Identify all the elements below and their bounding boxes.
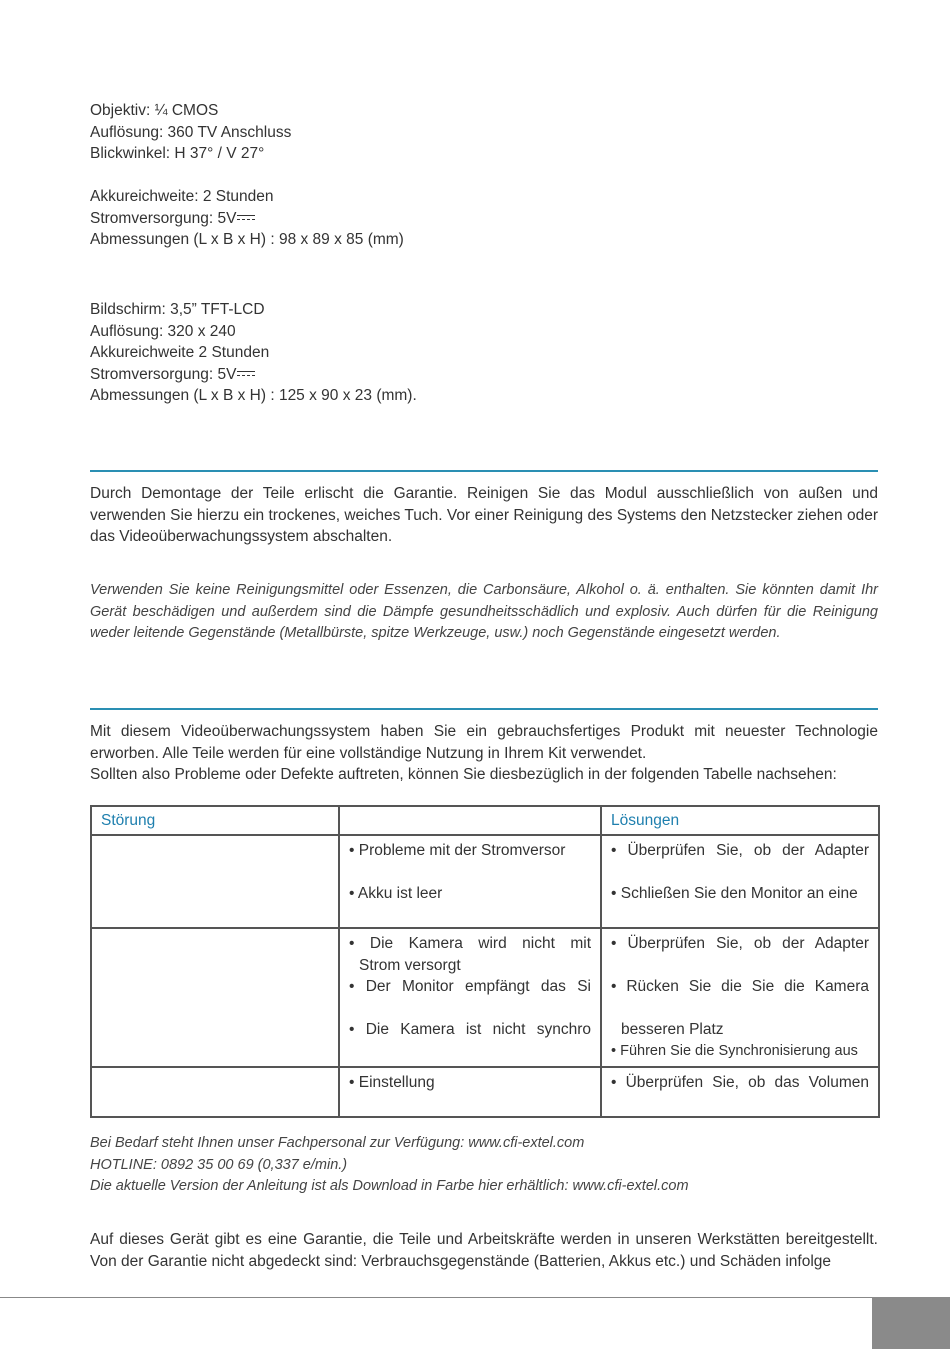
- spec-dimensions: Abmessungen (L x B x H) : 98 x 89 x 85 (mm): [90, 231, 404, 248]
- cause-cell: • Probleme mit der Stromversor • Akku ist leer: [339, 835, 601, 928]
- table-row: [91, 1067, 879, 1117]
- page-number-tab: [872, 1297, 950, 1349]
- warranty-paragraph: Auf dieses Gerät gibt es eine Garantie, die Teile und Arbeitskräfte werden in unseren Werkstätten bereitgestellt. Von der Garantie nicht abgedeckt sind: Verbrauchsgegenstände (Batterien, Akkus etc.) und Schäden infolge: [90, 1231, 878, 1270]
- maintenance-warning: Verwenden Sie keine Reinigungsmittel oder Essenzen, die Carbonsäure, Alkohol o. ä. enthalten. Sie könnten damit Ihr Gerät beschädigen und außerdem sind die Dämpfe gesundheitsschädlich und explosiv. Auch dürfen für die Reinigung weder leitende Gegenstände (Metallbürste, spitze Werkzeuge, usw.) noch Gegenstände eingesetzt werden.: [90, 582, 878, 641]
- download-text: Die aktuelle Version der Anleitung ist als Download in Farbe hier erhältlich: www.cfi-extel.com: [90, 1178, 689, 1194]
- solution-cell: • Überprüfen Sie, ob der Adapter • Rücken Sie die Sie die Kamera besseren Platz • Führen Sie die Synchronisierung aus: [601, 928, 879, 1067]
- spec-battery: Akkureichweite 2 Stunden: [90, 344, 270, 361]
- solution-cell: • Überprüfen Sie, ob der Adapter • Schließen Sie den Monitor an eine: [601, 835, 879, 928]
- fault-cell: [91, 928, 339, 1067]
- footer-divider: [0, 1297, 872, 1298]
- spec-resolution: Auflösung: 320 x 240: [90, 322, 236, 340]
- spec-dimensions: Abmessungen (L x B x H) : 125 x 90 x 23 (mm).: [90, 387, 417, 404]
- spec-resolution: Auflösung: 360 TV Anschluss: [90, 123, 292, 141]
- header-solution: Lösungen: [601, 806, 879, 835]
- troubleshooting-table: [90, 805, 880, 1118]
- hotline-text: HOTLINE: 0892 35 00 69 (0,337 e/min.): [90, 1156, 348, 1173]
- spec-power: Stromversorgung: 5V: [90, 364, 878, 386]
- section-divider: [90, 470, 878, 472]
- spec-power: Stromversorgung: 5V: [90, 208, 878, 230]
- table-header-row: [91, 806, 879, 835]
- table-row: [91, 835, 879, 928]
- cause-cell: • Einstellung: [339, 1067, 601, 1117]
- spec-spacer: [90, 165, 878, 187]
- header-cause: [339, 806, 601, 835]
- dc-symbol-icon: [237, 214, 255, 223]
- cause-cell: • Die Kamera wird nicht mit Strom versorgt • Der Monitor empfängt das Si • Die Kamera ist nicht synchro: [339, 928, 601, 1067]
- table-row: [91, 928, 879, 1067]
- spec-viewing-angle: Blickwinkel: H 37° / V 27°: [90, 145, 265, 162]
- header-fault: Störung: [91, 806, 339, 835]
- monitor-specs: [90, 299, 878, 407]
- dc-symbol-icon: [237, 370, 255, 379]
- camera-specs: [90, 100, 878, 251]
- spec-battery: Akkureichweite: 2 Stunden: [90, 188, 274, 205]
- support-info: [90, 1133, 878, 1198]
- troubleshooting-intro: Mit diesem Videoüberwachungssystem haben Sie ein gebrauchsfertiges Produkt mit neuester Technologie erworben. Alle Teile werden für eine vollständige Nutzung in Ihrem Kit verwendet. Sollten also Probleme oder Defekte auftreten, können Sie diesbezüglich in der folgenden Tabelle nachsehen:: [90, 723, 878, 783]
- section-divider: [90, 708, 878, 710]
- support-text: Bei Bedarf steht Ihnen unser Fachpersonal zur Verfügung: www.cfi-extel.com: [90, 1135, 585, 1151]
- maintenance-paragraph: Durch Demontage der Teile erlischt die Garantie. Reinigen Sie das Modul ausschließlich von außen und verwenden Sie hierzu ein trockenes, weiches Tuch. Vor einer Reinigung des Systems den Netzstecker ziehen oder das Videoüberwachungssystem abschalten.: [90, 485, 878, 545]
- fault-cell: [91, 1067, 339, 1117]
- solution-cell: • Überprüfen Sie, ob das Volumen: [601, 1067, 879, 1117]
- spec-screen: Bildschirm: 3,5” TFT-LCD: [90, 301, 265, 318]
- spec-lens: Objektiv: ¼ CMOS: [90, 102, 219, 119]
- fault-cell: [91, 835, 339, 928]
